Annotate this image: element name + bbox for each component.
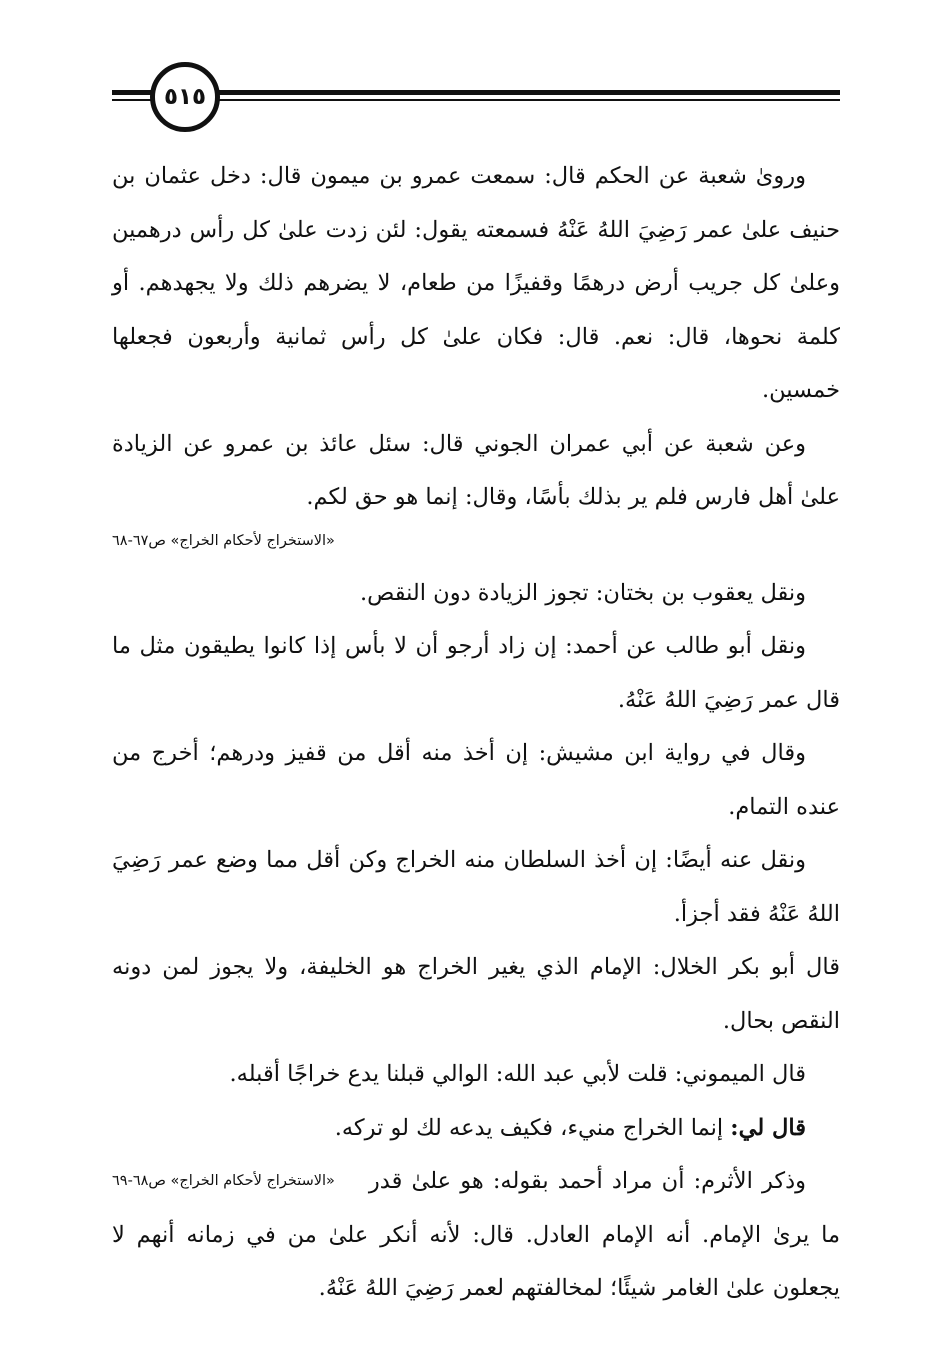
header-rule-thin — [112, 99, 840, 101]
paragraph-text: إنما الخراج منيء، فكيف يدعه لك لو تركه. — [334, 1114, 731, 1141]
page-number-badge — [150, 62, 220, 132]
citation: «الاستخراج لأحكام الخراج» ص٦٨-٦٩ — [112, 1173, 335, 1189]
bold-lead: قال لي: — [730, 1114, 806, 1141]
header-rule — [112, 90, 840, 95]
page-header — [112, 60, 840, 136]
paragraph: قال الميموني: قلت لأبي عبد الله: الوالي قبلنا يدع خراجًا أقبله. — [229, 1061, 806, 1087]
paragraph — [112, 1102, 840, 1156]
citation: «الاستخراج لأحكام الخراج» ص٦٧-٦٨ — [112, 532, 335, 549]
paragraph: وقال في رواية ابن مشيش: إن أخذ منه أقل من قفيز ودرهم؛ أخرج من عنده التمام. — [112, 740, 840, 820]
paragraph-text: وذكر الأثرم: أن مراد أحمد بقوله: هو علىٰ قدر ما يرىٰ الإمام. أنه الإمام العادل. قال: لأنه أنكر علىٰ من في زمانه أنهم لا يجعلون علىٰ الغامر شيئًا؛ لمخالفتهم لعمر رَضِيَ اللهُ عَنْهُ. — [112, 1168, 840, 1301]
paragraph: ونقل عنه أيضًا: إن أخذ السلطان منه الخراج وكن أقل مما وضع عمر رَضِيَ اللهُ عَنْهُ فقد أجزأ. — [112, 847, 840, 927]
paragraph: قال أبو بكر الخلال: الإمام الذي يغير الخراج هو الخليفة، ولا يجوز لمن دونه النقص بحال. — [112, 954, 840, 1034]
paragraph — [112, 1155, 840, 1316]
paragraph: ونقل أبو طالب عن أحمد: إن زاد أرجو أن لا بأس إذا كانوا يطيقون مثل ما قال عمر رَضِيَ اللهُ عَنْهُ. — [112, 633, 840, 713]
page-number: ٥١٥ — [163, 83, 207, 110]
page-body — [112, 150, 840, 1316]
paragraph: وروىٰ شعبة عن الحكم قال: سمعت عمرو بن ميمون قال: دخل عثمان بن حنيف علىٰ عمر رَضِيَ اللهُ عَنْهُ فسمعته يقول: لئن زدت علىٰ كل رأس درهمين وعلىٰ كل جريب أرض درهمًا وقفيزًا من طعام، لا يضرهم ذلك ولا يجهدهم. أو كلمة نحوها، قال: نعم. قال: فكان علىٰ كل رأس ثمانية وأربعون فجعلها خمسين. — [112, 163, 840, 403]
paragraph: ونقل يعقوب بن بختان: تجوز الزيادة دون النقص. — [360, 579, 806, 606]
paragraph: وعن شعبة عن أبي عمران الجوني قال: سئل عائذ بن عمرو عن الزيادة علىٰ أهل فارس فلم ير بذلك بأسًا، وقال: إنما هو حق لكم. — [112, 430, 840, 510]
